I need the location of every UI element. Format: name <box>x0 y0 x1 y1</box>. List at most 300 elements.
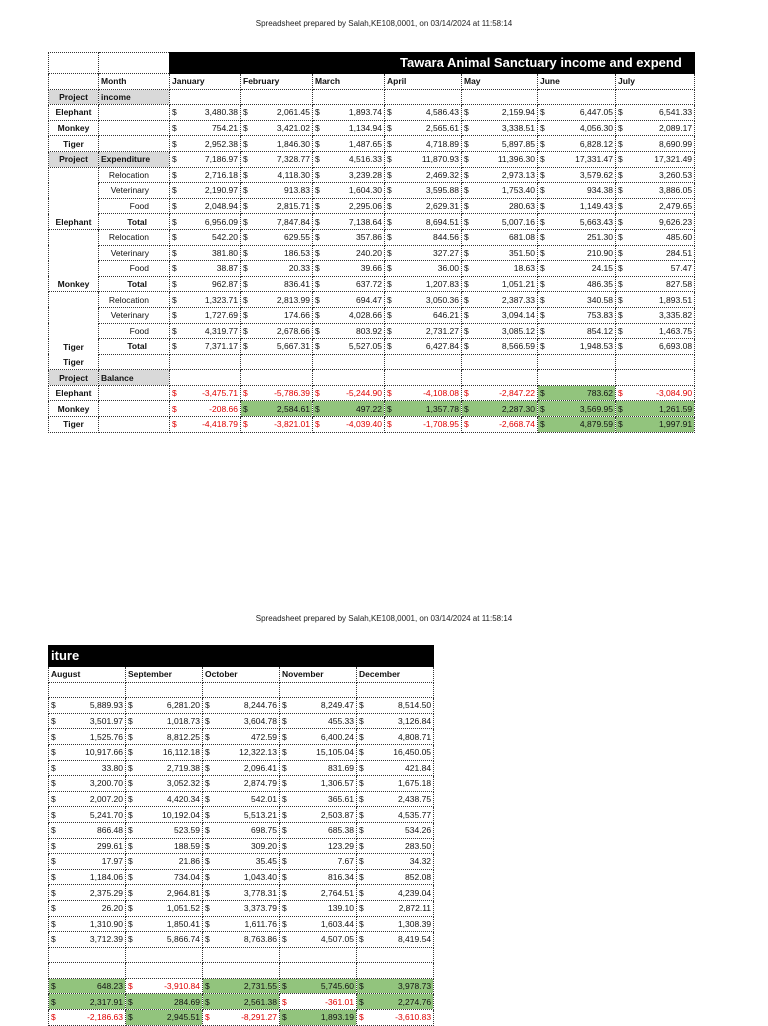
amount: 2,716.18 <box>204 169 238 180</box>
empty-cell <box>203 682 280 698</box>
currency-symbol: $ <box>172 154 177 165</box>
expenditure-value <box>280 776 357 792</box>
amount: 542.20 <box>212 232 238 243</box>
amount: 16,450.05 <box>393 747 432 758</box>
expenditure-value <box>616 245 695 261</box>
currency-symbol: $ <box>387 154 392 165</box>
expenditure-value <box>538 183 616 199</box>
amount: 2,629.31 <box>425 201 459 212</box>
income-value <box>357 713 434 729</box>
empty-cell <box>385 370 462 386</box>
empty-cell <box>170 89 241 105</box>
currency-symbol: $ <box>359 747 364 758</box>
expenditure-value <box>241 214 313 230</box>
amount: 3,094.14 <box>501 310 535 321</box>
expenditure-value <box>385 307 462 323</box>
amount: 1,997.91 <box>658 419 693 430</box>
amount: 3,085.12 <box>501 325 535 336</box>
amount: 11,396.30 <box>497 154 535 165</box>
expenditure-value <box>313 183 385 199</box>
expenditure-value <box>385 261 462 277</box>
currency-symbol: $ <box>618 201 623 212</box>
currency-symbol: $ <box>282 856 287 867</box>
currency-symbol: $ <box>315 325 320 336</box>
animal-label: Monkey <box>49 401 99 417</box>
amount: -3,475.71 <box>202 388 238 399</box>
balance-value <box>241 417 313 433</box>
amount: 2,874.79 <box>243 778 277 789</box>
amount: 11,870.93 <box>421 154 459 165</box>
expenditure-value <box>241 245 313 261</box>
amount: 3,480.38 <box>204 107 238 118</box>
currency-symbol: $ <box>464 419 469 430</box>
currency-symbol: $ <box>464 232 469 243</box>
currency-symbol: $ <box>540 403 545 414</box>
amount: -208.66 <box>209 403 238 414</box>
amount: 2,007.20 <box>89 794 123 805</box>
expenditure-value <box>49 822 126 838</box>
currency-symbol: $ <box>359 856 364 867</box>
amount: 18.63 <box>513 263 535 274</box>
amount: 3,579.62 <box>579 169 613 180</box>
amount: 4,718.89 <box>425 138 459 149</box>
expenditure-value <box>241 276 313 292</box>
expenditure-value <box>280 932 357 948</box>
amount: 1,323.71 <box>204 294 238 305</box>
income-value <box>49 729 126 745</box>
amount: 7,186.97 <box>204 154 238 165</box>
currency-symbol: $ <box>205 731 210 742</box>
currency-symbol: $ <box>172 169 177 180</box>
amount: 2,479.65 <box>658 201 693 212</box>
currency-symbol: $ <box>51 996 56 1007</box>
expenditure-value <box>280 822 357 838</box>
currency-symbol: $ <box>618 107 623 118</box>
currency-symbol: $ <box>282 794 287 805</box>
currency-symbol: $ <box>315 279 320 290</box>
amount: 24.15 <box>591 263 613 274</box>
amount: 2,438.75 <box>397 794 432 805</box>
amount: 8,244.76 <box>243 700 277 711</box>
currency-symbol: $ <box>540 263 545 274</box>
currency-symbol: $ <box>387 403 392 414</box>
currency-symbol: $ <box>128 794 133 805</box>
amount: 844.56 <box>433 232 459 243</box>
currency-symbol: $ <box>172 294 177 305</box>
currency-symbol: $ <box>243 169 248 180</box>
animal-label: Tiger <box>49 354 99 370</box>
amount: 2,503.87 <box>320 809 354 820</box>
currency-symbol: $ <box>464 185 469 196</box>
currency-symbol: $ <box>387 107 392 118</box>
amount: 10,192.04 <box>162 809 200 820</box>
empty-cell <box>538 89 616 105</box>
animal-label <box>49 167 99 183</box>
expenditure-value <box>126 791 203 807</box>
amount: 1,525.76 <box>89 731 123 742</box>
balance-value <box>538 385 616 401</box>
animal-label: Elephant <box>49 214 99 230</box>
expenditure-value <box>49 869 126 885</box>
currency-symbol: $ <box>315 216 320 227</box>
expenditure-value <box>126 854 203 870</box>
currency-symbol: $ <box>315 419 320 430</box>
amount: 5,667.31 <box>276 341 310 352</box>
currency-symbol: $ <box>51 731 56 742</box>
income-value <box>616 120 695 136</box>
income-value <box>385 120 462 136</box>
amount: 816.34 <box>328 872 354 883</box>
expenditure-value <box>385 339 462 355</box>
currency-symbol: $ <box>540 247 545 258</box>
currency-symbol: $ <box>464 123 469 134</box>
currency-symbol: $ <box>618 294 623 305</box>
amount: 2,565.61 <box>425 123 459 134</box>
expenditure-total-value <box>241 151 313 167</box>
amount: 2,952.38 <box>204 138 238 149</box>
expenditure-value <box>280 807 357 823</box>
empty-cell <box>126 963 203 979</box>
currency-symbol: $ <box>464 388 469 399</box>
amount: 123.29 <box>328 840 354 851</box>
income-value <box>241 105 313 121</box>
expenditure-value <box>462 245 538 261</box>
currency-symbol: $ <box>205 887 210 898</box>
income-value <box>203 698 280 714</box>
amount: 15,105.04 <box>316 747 354 758</box>
expenditure-value <box>126 760 203 776</box>
expenditure-value <box>49 885 126 901</box>
expenditure-value <box>616 198 695 214</box>
currency-symbol: $ <box>282 762 287 773</box>
amount: -3,084.90 <box>656 388 693 399</box>
currency-symbol: $ <box>51 981 56 992</box>
currency-symbol: $ <box>205 716 210 727</box>
amount: -5,786.39 <box>274 388 310 399</box>
expenditure-total-value <box>385 151 462 167</box>
amount: 1,149.43 <box>579 201 613 212</box>
amount: 20.33 <box>288 263 310 274</box>
balance-value <box>49 978 126 994</box>
currency-symbol: $ <box>387 169 392 180</box>
expenditure-value <box>126 900 203 916</box>
expenditure-value <box>313 339 385 355</box>
expenditure-value <box>280 791 357 807</box>
expenditure-value <box>170 261 241 277</box>
expenditure-value <box>313 261 385 277</box>
currency-symbol: $ <box>51 934 56 945</box>
amount: 2,872.11 <box>398 903 432 914</box>
empty-cell <box>385 354 462 370</box>
expenditure-value <box>385 245 462 261</box>
balance-value <box>462 401 538 417</box>
currency-symbol: $ <box>464 341 469 352</box>
amount: 17.97 <box>101 856 123 867</box>
animal-label: Monkey <box>49 120 99 136</box>
amount: 2,061.45 <box>276 107 310 118</box>
month-header: February <box>241 74 313 90</box>
expenditure-value <box>49 807 126 823</box>
currency-symbol: $ <box>128 840 133 851</box>
project-label: Project <box>49 370 99 386</box>
amount: 2,190.97 <box>204 185 238 196</box>
amount: 754.21 <box>212 123 238 134</box>
amount: 1,463.75 <box>658 325 693 336</box>
currency-symbol: $ <box>540 216 545 227</box>
currency-symbol: $ <box>243 232 248 243</box>
currency-symbol: $ <box>315 403 320 414</box>
amount: 485.60 <box>666 232 693 243</box>
empty-cell <box>241 89 313 105</box>
amount: 4,879.59 <box>579 419 613 430</box>
income-value <box>49 713 126 729</box>
balance-value <box>616 401 695 417</box>
expenditure-value <box>462 307 538 323</box>
currency-symbol: $ <box>315 154 320 165</box>
currency-symbol: $ <box>243 185 248 196</box>
expenditure-value <box>616 261 695 277</box>
amount: 2,089.17 <box>658 123 693 134</box>
currency-symbol: $ <box>315 107 320 118</box>
amount: 2,584.61 <box>276 403 310 414</box>
currency-symbol: $ <box>51 700 56 711</box>
currency-symbol: $ <box>205 903 210 914</box>
expenditure-value <box>203 838 280 854</box>
currency-symbol: $ <box>205 981 210 992</box>
currency-symbol: $ <box>540 232 545 243</box>
month-header: November <box>280 667 357 683</box>
expenditure-value <box>616 214 695 230</box>
amount: 421.84 <box>405 762 432 773</box>
currency-symbol: $ <box>359 1012 364 1023</box>
amount: 2,375.29 <box>89 887 123 898</box>
amount: 210.90 <box>587 247 613 258</box>
month-header: July <box>616 74 695 90</box>
currency-symbol: $ <box>243 154 248 165</box>
expenditure-value <box>357 822 434 838</box>
expenditure-value <box>203 822 280 838</box>
expenditure-value <box>203 760 280 776</box>
currency-symbol: $ <box>315 388 320 399</box>
currency-symbol: $ <box>387 123 392 134</box>
expenditure-value <box>313 323 385 339</box>
expenditure-value <box>357 869 434 885</box>
amount: -4,039.40 <box>346 419 382 430</box>
expenditure-value <box>241 167 313 183</box>
amount: 12,322.13 <box>239 747 277 758</box>
currency-symbol: $ <box>540 185 545 196</box>
expenditure-value <box>280 885 357 901</box>
currency-symbol: $ <box>128 903 133 914</box>
income-value <box>241 120 313 136</box>
empty-cell <box>280 947 357 963</box>
currency-symbol: $ <box>51 872 56 883</box>
amount: 4,420.34 <box>166 794 200 805</box>
amount: 2,678.66 <box>276 325 310 336</box>
empty-cell <box>99 417 170 433</box>
amount: 472.59 <box>251 731 277 742</box>
currency-symbol: $ <box>243 388 248 399</box>
currency-symbol: $ <box>464 325 469 336</box>
category-label: Veterinary <box>99 245 170 261</box>
animal-label: Tiger <box>49 339 99 355</box>
animal-label: Elephant <box>49 105 99 121</box>
currency-symbol: $ <box>315 123 320 134</box>
amount: 3,126.84 <box>397 716 432 727</box>
amount: 17,321.49 <box>654 154 693 165</box>
expenditure-value <box>280 760 357 776</box>
amount: 1,018.73 <box>166 716 200 727</box>
balance-value <box>170 417 241 433</box>
amount: 1,948.53 <box>579 341 613 352</box>
amount: 2,469.32 <box>425 169 459 180</box>
amount: 6,400.24 <box>320 731 354 742</box>
balance-value <box>170 385 241 401</box>
expenditure-value <box>462 276 538 292</box>
currency-symbol: $ <box>128 887 133 898</box>
amount: -3,910.84 <box>164 981 200 992</box>
currency-symbol: $ <box>128 809 133 820</box>
currency-symbol: $ <box>243 403 248 414</box>
amount: 299.61 <box>97 840 123 851</box>
currency-symbol: $ <box>464 169 469 180</box>
currency-symbol: $ <box>618 403 623 414</box>
income-value <box>462 136 538 152</box>
amount: 497.22 <box>356 403 382 414</box>
expenditure-value <box>313 276 385 292</box>
expenditure-value <box>203 791 280 807</box>
balance-value <box>616 385 695 401</box>
income-value <box>280 729 357 745</box>
amount: 8,694.51 <box>425 216 459 227</box>
empty-cell <box>126 682 203 698</box>
expenditure-label: Expenditure <box>99 151 170 167</box>
currency-symbol: $ <box>387 294 392 305</box>
expenditure-value <box>385 167 462 183</box>
amount: 4,056.30 <box>579 123 613 134</box>
amount: 17,331.47 <box>575 154 613 165</box>
expenditure-value <box>126 885 203 901</box>
animal-label <box>49 245 99 261</box>
currency-symbol: $ <box>172 403 177 414</box>
expenditure-value <box>538 307 616 323</box>
animal-label <box>49 183 99 199</box>
expenditure-value <box>357 776 434 792</box>
empty-cell <box>616 370 695 386</box>
balance-value <box>538 417 616 433</box>
amount: 7,328.77 <box>276 154 310 165</box>
expenditure-value <box>49 776 126 792</box>
empty-cell <box>49 963 126 979</box>
currency-symbol: $ <box>464 216 469 227</box>
currency-symbol: $ <box>128 934 133 945</box>
expenditure-value <box>170 167 241 183</box>
animal-label: Tiger <box>49 136 99 152</box>
amount: -5,244.90 <box>346 388 382 399</box>
currency-symbol: $ <box>243 201 248 212</box>
amount: 7.67 <box>337 856 354 867</box>
expenditure-value <box>462 198 538 214</box>
amount: 803.92 <box>356 325 382 336</box>
expenditure-value <box>538 276 616 292</box>
currency-symbol: $ <box>172 201 177 212</box>
expenditure-value <box>616 339 695 355</box>
income-value <box>538 120 616 136</box>
currency-symbol: $ <box>618 279 623 290</box>
amount: 734.04 <box>174 872 200 883</box>
amount: 4,507.05 <box>320 934 354 945</box>
currency-symbol: $ <box>205 872 210 883</box>
income-value <box>241 136 313 152</box>
expenditure-value <box>126 807 203 823</box>
currency-symbol: $ <box>172 325 177 336</box>
expenditure-value <box>203 916 280 932</box>
balance-value <box>385 417 462 433</box>
amount: 934.38 <box>587 185 613 196</box>
amount: 4,239.04 <box>397 887 432 898</box>
currency-symbol: $ <box>359 872 364 883</box>
currency-symbol: $ <box>51 856 56 867</box>
income-value <box>357 729 434 745</box>
currency-symbol: $ <box>464 310 469 321</box>
animal-label <box>49 261 99 277</box>
amount: 6,447.05 <box>579 107 613 118</box>
amount: 280.63 <box>509 201 535 212</box>
currency-symbol: $ <box>51 1012 56 1023</box>
amount: 8,690.99 <box>658 138 693 149</box>
currency-symbol: $ <box>282 809 287 820</box>
currency-symbol: $ <box>359 762 364 773</box>
amount: 283.50 <box>405 840 432 851</box>
spreadsheet-page-2 <box>48 645 434 1026</box>
amount: 39.66 <box>360 263 382 274</box>
amount: 2,295.06 <box>348 201 382 212</box>
empty-cell <box>241 354 313 370</box>
animal-label: Tiger <box>49 417 99 433</box>
currency-symbol: $ <box>464 107 469 118</box>
amount: 6,828.12 <box>579 138 613 149</box>
amount: 188.59 <box>174 840 200 851</box>
balance-value <box>126 1010 203 1026</box>
expenditure-value <box>616 323 695 339</box>
animal-label: Monkey <box>49 276 99 292</box>
expenditure-value <box>616 276 695 292</box>
income-value <box>126 713 203 729</box>
balance-value <box>313 417 385 433</box>
empty-cell <box>49 947 126 963</box>
currency-symbol: $ <box>172 419 177 430</box>
amount: -2,668.74 <box>499 419 535 430</box>
amount: 3,978.73 <box>397 981 432 992</box>
currency-symbol: $ <box>282 934 287 945</box>
amount: 3,338.51 <box>501 123 535 134</box>
currency-symbol: $ <box>243 123 248 134</box>
expenditure-value <box>241 292 313 308</box>
currency-symbol: $ <box>128 981 133 992</box>
expenditure-value <box>126 822 203 838</box>
amount: 1,357.78 <box>425 403 459 414</box>
expenditure-value <box>49 900 126 916</box>
amount: 284.69 <box>174 996 200 1007</box>
amount: 1,846.30 <box>276 138 310 149</box>
currency-symbol: $ <box>205 700 210 711</box>
income-value <box>170 136 241 152</box>
expenditure-value <box>241 261 313 277</box>
currency-symbol: $ <box>618 169 623 180</box>
amount: 1,603.44 <box>320 918 354 929</box>
currency-symbol: $ <box>387 279 392 290</box>
currency-symbol: $ <box>387 341 392 352</box>
